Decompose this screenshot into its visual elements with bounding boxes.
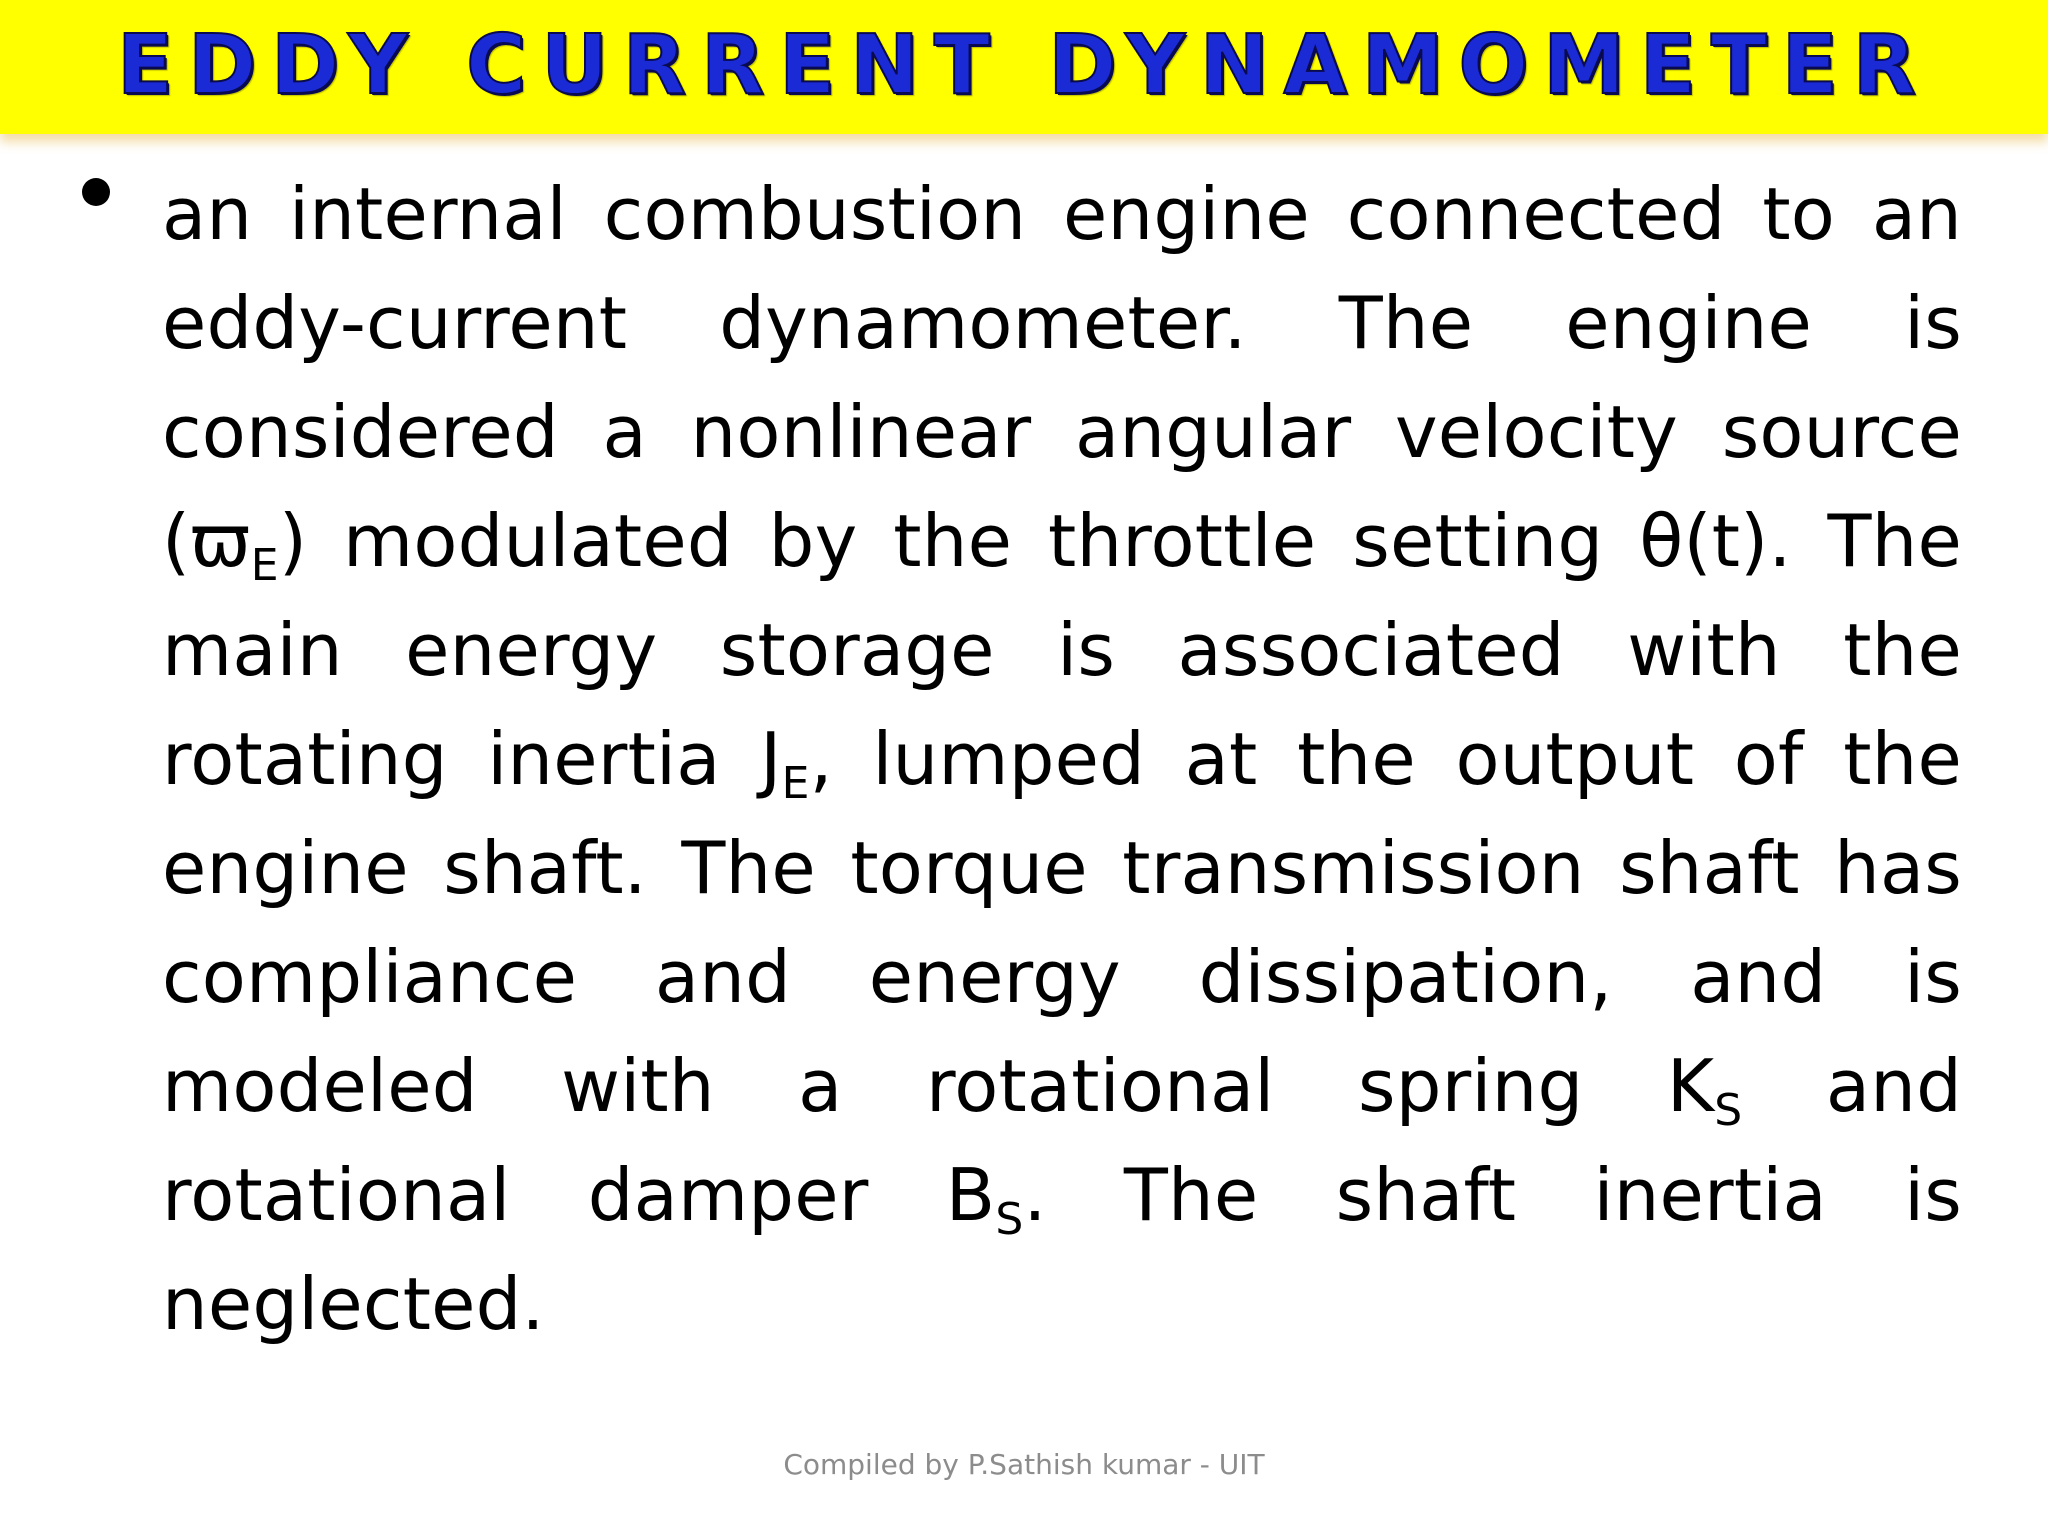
body-segment-4: and rotational damper B bbox=[162, 1044, 1962, 1237]
subscript-s-spring: S bbox=[1714, 1085, 1743, 1137]
body-segment-3: , lumped at the output of the engine shaft. The torque transmission shaft has compliance and energy dissipation, and is modeled with a rotational spring K bbox=[162, 717, 1962, 1128]
slide-title: EDDY CURRENT DYNAMOMETER bbox=[117, 18, 1931, 113]
footer-credit: Compiled by P.Sathish kumar - UIT bbox=[783, 1448, 1265, 1481]
slide-content bbox=[162, 160, 1962, 1359]
subscript-s-damper: S bbox=[995, 1194, 1024, 1246]
body-segment-5: . The shaft inertia is neglected. bbox=[162, 1153, 1962, 1346]
bullet-marker bbox=[82, 178, 110, 206]
title-bar bbox=[0, 0, 2048, 134]
body-segment-1: an internal combustion engine connected to an eddy-current dynamometer. The engine is considered a nonlinear angular velocity source (ϖ bbox=[162, 172, 1962, 583]
bullet-paragraph bbox=[162, 160, 1962, 1359]
body-segment-2: ) modulated by the throttle setting θ(t). The main energy storage is associated with the rotating inertia J bbox=[162, 499, 1962, 801]
subscript-e-omega: E bbox=[250, 540, 279, 592]
subscript-e-inertia: E bbox=[781, 758, 810, 810]
